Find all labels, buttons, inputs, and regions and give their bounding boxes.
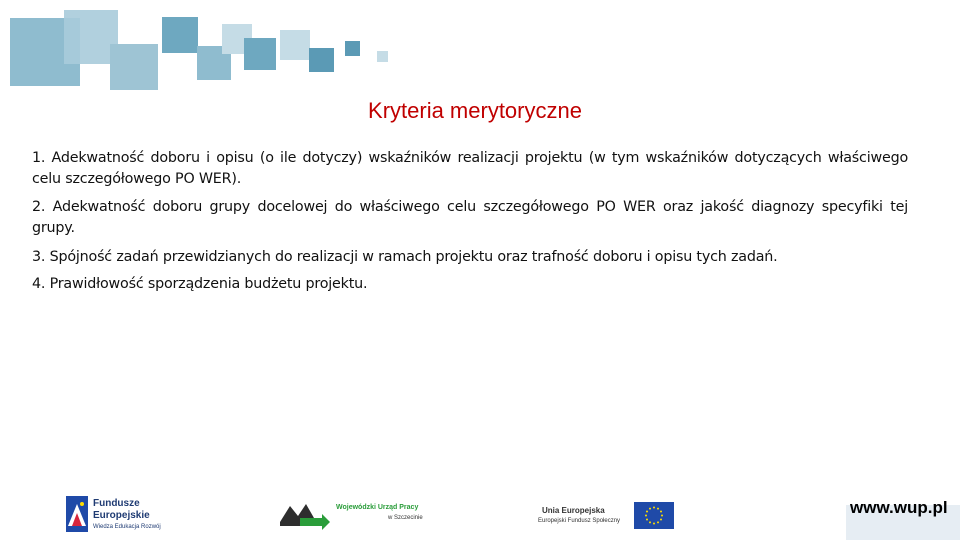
- wup-logo-line2: w Szczecinie: [388, 515, 423, 521]
- deco-square: [280, 30, 310, 60]
- website-link[interactable]: www.wup.pl: [850, 498, 948, 517]
- footer-logos: [0, 488, 960, 540]
- criterion-1: 1. Adekwatność doboru i opisu (o ile dotyczy) wskaźników realizacji projektu (w tym wskaźników dotyczących właściwego celu szczegółowego PO WER).: [32, 150, 908, 187]
- fe-logo-line1: Fundusze: [93, 498, 140, 509]
- deco-square: [244, 38, 276, 70]
- fe-logo-line2: Europejskie: [93, 510, 150, 521]
- ue-logo-line2: Europejski Fundusz Społeczny: [538, 518, 621, 524]
- wup-logo: [280, 498, 430, 532]
- deco-square: [110, 44, 158, 90]
- wup-logo-line1: Wojewódzki Urząd Pracy: [336, 504, 419, 511]
- deco-square: [309, 48, 334, 72]
- fundusze-europejskie-logo: [66, 494, 176, 534]
- slide-title: Kryteria merytoryczne: [368, 98, 582, 123]
- fe-logo-line3: Wiedza Edukacja Rozwój: [93, 524, 161, 530]
- criterion-2: 2. Adekwatność doboru grupy docelowej do właściwego celu szczegółowego PO WER oraz jakość diagnozy specyfiki tej grupy.: [32, 199, 908, 236]
- eu-flag-icon: [634, 502, 674, 529]
- ue-logo-line1: Unia Europejska: [542, 506, 605, 515]
- criterion-3: 3. Spójność zadań przewidzianych do realizacji w ramach projektu oraz trafność doboru i opisu tych zadań.: [32, 249, 778, 265]
- deco-square: [345, 41, 360, 56]
- criterion-4: 4. Prawidłowość sporządzenia budżetu projektu.: [32, 276, 368, 292]
- wup-emblem-icon: [280, 500, 330, 530]
- unia-europejska-logo: [538, 500, 678, 532]
- fe-emblem-icon: [66, 496, 88, 532]
- deco-square: [377, 51, 388, 62]
- deco-square: [162, 17, 198, 53]
